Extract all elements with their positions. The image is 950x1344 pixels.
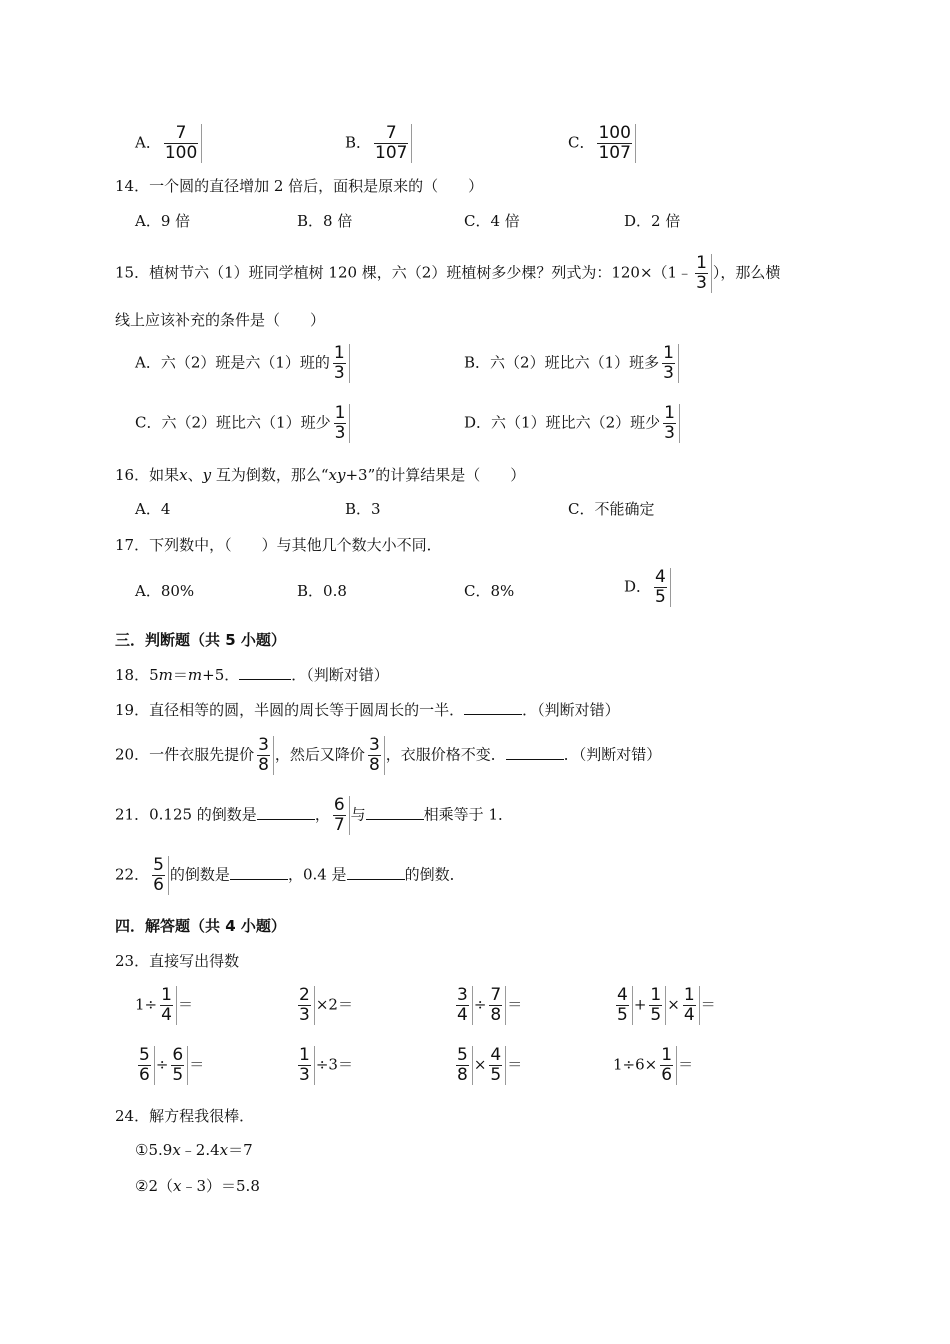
q16-option-c: C．不能确定 xyxy=(568,500,655,518)
q14-option-d: D．2 倍 xyxy=(624,212,681,230)
q23-stem: 23．直接写出得数 xyxy=(115,952,240,970)
q18: 18．5m＝m+5． ．（判断对错） xyxy=(115,666,389,684)
q23-item: $\frac{4}{5}$ + $\frac{1}{5}$ × $\frac{1}{4}$ ＝ xyxy=(613,986,716,1025)
fraction: $\frac{3}{4}$ xyxy=(454,986,473,1025)
fraction: $\frac{4}{5}$ xyxy=(614,986,633,1025)
fraction: $\frac{1}{3}$ xyxy=(661,404,680,443)
fraction: $\frac{1}{3}$ xyxy=(296,1046,315,1085)
q23-item: $\frac{5}{6}$ ÷ $\frac{6}{5}$ ＝ xyxy=(135,1046,204,1085)
fraction: $\frac{3}{8}$ xyxy=(366,736,385,775)
q24-stem: 24．解方程我很棒． xyxy=(115,1107,255,1125)
q17-option-d: D． $\frac{4}{5}$ xyxy=(624,568,672,607)
q17-option-c: C．8% xyxy=(464,582,515,600)
q16-option-b: B．3 xyxy=(345,500,381,518)
q13-option-a: A． $\frac{7}{100}$ xyxy=(135,124,203,163)
q20: 20．一件衣服先提价 $\frac{3}{8}$ ，然后又降价 $\frac{3}{8}$ ，衣服价格不变． ．（判断对错） xyxy=(115,735,662,775)
q14-option-a: A．9 倍 xyxy=(135,212,191,230)
fraction: $\frac{6}{5}$ xyxy=(169,1046,188,1085)
q17-option-a: A．80% xyxy=(135,582,195,600)
fraction: $\frac{6}{7}$ xyxy=(331,796,350,835)
q23-item: $\frac{3}{4}$ ÷ $\frac{7}{8}$ ＝ xyxy=(453,986,522,1025)
q13-option-b: B． $\frac{7}{107}$ xyxy=(345,124,413,163)
fraction: $\frac{1}{3}$ xyxy=(331,344,350,383)
fraction: $\frac{5}{6}$ xyxy=(150,856,169,895)
answer-blank[interactable] xyxy=(464,700,522,715)
q15-stem: 15．植树节六（1）班同学植树 120 棵，六（2）班植树多少棵？列式为：120×（1﹣ $\frac{1}{3}$ ），那么横 xyxy=(115,253,781,293)
answer-blank[interactable] xyxy=(230,865,288,880)
q15-option-a: A．六（2）班是六（1）班的 $\frac{1}{3}$ xyxy=(135,344,351,383)
fraction: $\frac{1}{6}$ xyxy=(658,1046,677,1085)
q16-stem: 16．如果x、y 互为倒数，那么“xy+3”的计算结果是（ ） xyxy=(115,466,526,484)
q19: 19．直径相等的圆，半圆的周长等于圆周长的一半． ．（判断对错） xyxy=(115,701,620,719)
fraction: $\frac{5}{6}$ xyxy=(136,1046,155,1085)
fraction: $\frac{3}{8}$ xyxy=(255,736,274,775)
section-heading-answer: 四．解答题（共 4 小题） xyxy=(115,917,286,935)
q16-option-a: A．4 xyxy=(135,500,171,518)
answer-blank[interactable] xyxy=(506,745,564,760)
fraction: $\frac{1}{3}$ xyxy=(660,344,679,383)
q15-stem-continued: 线上应该补充的条件是（ ） xyxy=(115,311,326,329)
q17-option-b: B．0.8 xyxy=(297,582,347,600)
q23-item: $\frac{5}{8}$ × $\frac{4}{5}$ ＝ xyxy=(453,1046,522,1085)
fraction: $\frac{7}{107}$ xyxy=(372,124,412,163)
fraction: $\frac{2}{3}$ xyxy=(296,986,315,1025)
q13-option-c: C． $\frac{100}{107}$ xyxy=(568,124,637,163)
fraction: $\frac{1}{4}$ xyxy=(158,986,177,1025)
answer-blank[interactable] xyxy=(239,665,291,680)
section-heading-judgement: 三．判断题（共 5 小题） xyxy=(115,631,286,649)
q23-item: $\frac{2}{3}$ ×2＝ xyxy=(295,986,353,1025)
fraction: $\frac{7}{100}$ xyxy=(162,124,202,163)
fraction: $\frac{5}{8}$ xyxy=(454,1046,473,1085)
fraction: $\frac{1}{4}$ xyxy=(681,986,700,1025)
q21: 21．0.125 的倒数是 ， $\frac{6}{7}$ 与 相乘等于 1． xyxy=(115,795,513,835)
q15-option-b: B．六（2）班比六（1）班多 $\frac{1}{3}$ xyxy=(464,344,680,383)
answer-blank[interactable] xyxy=(366,805,424,820)
q14-option-b: B．8 倍 xyxy=(297,212,353,230)
fraction: $\frac{4}{5}$ xyxy=(487,1046,506,1085)
q24-equation-2: ②2（x﹣3）＝5.8 xyxy=(135,1177,260,1195)
fraction: $\frac{1}{3}$ xyxy=(693,254,712,293)
q14-stem: 14．一个圆的直径增加 2 倍后，面积是原来的（ ） xyxy=(115,177,484,195)
fraction: $\frac{7}{8}$ xyxy=(487,986,506,1025)
fraction: $\frac{4}{5}$ xyxy=(652,568,671,607)
answer-blank[interactable] xyxy=(347,865,405,880)
fraction: $\frac{1}{3}$ xyxy=(332,404,351,443)
q14-option-c: C．4 倍 xyxy=(464,212,520,230)
answer-blank[interactable] xyxy=(257,805,315,820)
q24-equation-1: ①5.9x﹣2.4x＝7 xyxy=(135,1141,253,1159)
q17-stem: 17．下列数中，（ ）与其他几个数大小不同． xyxy=(115,536,442,554)
fraction: $\frac{1}{5}$ xyxy=(647,986,666,1025)
fraction: $\frac{100}{107}$ xyxy=(595,124,635,163)
q23-item: $\frac{1}{3}$ ÷3＝ xyxy=(295,1046,353,1085)
q15-option-d: D．六（1）班比六（2）班少 $\frac{1}{3}$ xyxy=(464,404,681,443)
q23-item: 1÷6× $\frac{1}{6}$ ＝ xyxy=(613,1045,694,1085)
q23-item: 1÷ $\frac{1}{4}$ ＝ xyxy=(135,985,193,1025)
q22: 22． $\frac{5}{6}$ 的倒数是 ，0.4 是 的倒数． xyxy=(115,855,465,895)
q15-option-c: C．六（2）班比六（1）班少 $\frac{1}{3}$ xyxy=(135,404,351,443)
